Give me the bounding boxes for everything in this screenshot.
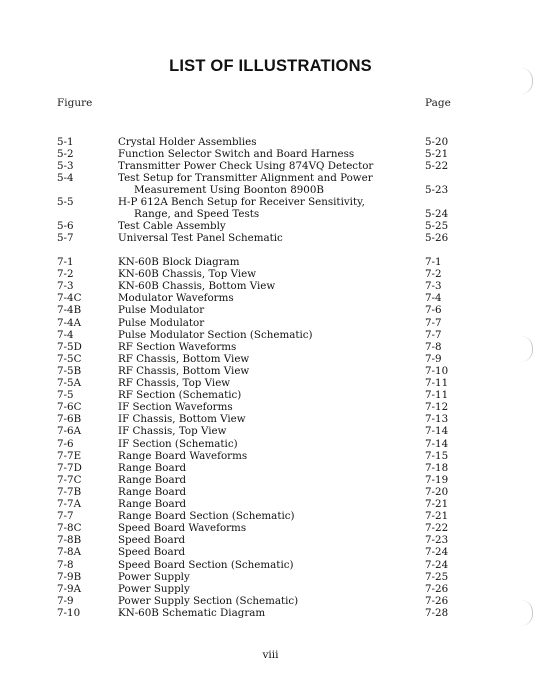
figure-entry [0, 329, 541, 341]
figure-number: 7-7 [57, 510, 74, 523]
figure-column-header: Figure [57, 97, 93, 109]
figure-page-number: 5-25 [425, 220, 449, 232]
figure-number: 7-2 [57, 268, 74, 281]
figure-title: Universal Test Panel Schematic [118, 232, 283, 244]
figure-page-number: 7-14 [425, 437, 449, 450]
page-number-footer: viii [262, 649, 279, 661]
figure-number: 5-7 [57, 232, 74, 244]
figure-entry [0, 607, 541, 619]
figure-page-number: 7-26 [425, 582, 449, 595]
figure-title: Test Setup for Transmitter Alignment and Power [118, 172, 373, 184]
figure-entry [0, 450, 541, 462]
figure-title: Transmitter Power Check Using 874VQ Detector [118, 160, 374, 172]
figure-title: KN-60B Chassis, Top View [118, 268, 257, 281]
figure-page-number: 7-10 [425, 364, 449, 377]
figure-number: 7-7A [57, 498, 82, 510]
figure-page-number: 7-12 [425, 401, 449, 414]
figure-page-number: 7-13 [425, 413, 449, 426]
figure-page-number: 5-21 [425, 148, 449, 160]
figure-entry [0, 571, 541, 583]
figure-entry [0, 256, 541, 268]
figure-title: Power Supply Section (Schematic) [118, 594, 299, 607]
figure-number: 5-1 [57, 136, 74, 148]
figure-number: 7-10 [57, 606, 81, 619]
figure-title: RF Section (Schematic) [118, 389, 242, 402]
figure-entry [0, 280, 541, 292]
figure-title: Test Cable Assembly [118, 220, 226, 232]
figure-number: 7-4 [57, 328, 74, 341]
figure-number: 7-7E [57, 449, 82, 462]
figure-title: Power Supply [118, 582, 190, 595]
figure-page-number: 5-23 [425, 184, 449, 196]
figure-page-number: 7-7 [425, 316, 442, 329]
figure-page-number: 5-22 [425, 160, 449, 172]
figure-page-number: 7-1 [425, 256, 442, 268]
figure-page-number: 7-20 [425, 485, 449, 498]
figure-page-number: 7-26 [425, 594, 449, 607]
figure-entry [0, 172, 541, 196]
figure-title: Pulse Modulator Section (Schematic) [118, 328, 313, 341]
figure-entry [0, 522, 541, 534]
figure-title-continuation: Measurement Using Boonton 8900B [134, 184, 324, 196]
figure-entry [0, 377, 541, 389]
figure-number: 7-5C [57, 352, 82, 365]
figure-number: 5-4 [57, 172, 74, 184]
figure-title: KN-60B Schematic Diagram [118, 606, 266, 619]
figure-title: IF Chassis, Top View [118, 425, 227, 438]
figure-title: Range Board [118, 473, 187, 486]
figure-number: 7-9B [57, 570, 82, 583]
figure-entry [0, 462, 541, 474]
figure-page-number: 5-26 [425, 232, 449, 244]
figure-title: RF Chassis, Bottom View [118, 352, 250, 365]
figure-number: 5-5 [57, 196, 74, 208]
figure-entry [0, 583, 541, 595]
figure-entry [0, 546, 541, 558]
figure-entry [0, 160, 541, 172]
figure-page-number: 7-9 [425, 352, 442, 365]
figure-entry [0, 510, 541, 522]
figure-number: 5-6 [57, 220, 74, 232]
figure-title: Speed Board Section (Schematic) [118, 558, 294, 571]
figure-entry [0, 353, 541, 365]
figure-title: Range Board [118, 498, 187, 510]
figure-number: 7-7D [57, 461, 82, 474]
figure-entry [0, 148, 541, 160]
figure-title: KN-60B Chassis, Bottom View [118, 280, 276, 293]
figure-title: IF Section Waveforms [118, 401, 233, 414]
figure-title: H-P 612A Bench Setup for Receiver Sensitivity, [118, 196, 365, 208]
figure-page-number: 7-24 [425, 546, 449, 559]
figure-entry [0, 486, 541, 498]
figure-number: 7-8 [57, 558, 74, 571]
figure-number: 7-1 [57, 256, 74, 268]
figure-title: Speed Board [118, 534, 186, 547]
figure-number: 7-8A [57, 546, 82, 559]
figure-number: 7-7C [57, 473, 82, 486]
figure-number: 7-5A [57, 377, 82, 389]
figure-entry [0, 268, 541, 280]
figure-entry [0, 595, 541, 607]
figure-number: 7-5B [57, 364, 82, 377]
figure-title: Modulator Waveforms [118, 292, 234, 305]
figure-page-number: 7-22 [425, 522, 449, 535]
figure-entry [0, 413, 541, 425]
figure-page-number: 7-15 [425, 449, 449, 462]
figure-number: 7-8C [57, 522, 82, 535]
figure-title: RF Chassis, Top View [118, 377, 231, 389]
figure-page-number: 7-8 [425, 340, 442, 353]
figure-number: 5-2 [57, 148, 74, 160]
figure-title: Range Board [118, 485, 187, 498]
figure-entry [0, 389, 541, 401]
figure-page-number: 7-11 [425, 377, 449, 389]
figure-title: Power Supply [118, 570, 190, 583]
figure-number: 7-9 [57, 594, 74, 607]
figure-entry [0, 438, 541, 450]
figure-page-number: 7-2 [425, 268, 442, 281]
figure-page-number: 7-11 [425, 389, 449, 402]
figure-number: 7-8B [57, 534, 82, 547]
figure-number: 7-9A [57, 582, 82, 595]
page-title: LIST OF ILLUSTRATIONS [169, 57, 372, 75]
figure-title: Range Board Waveforms [118, 449, 248, 462]
figure-entry [0, 365, 541, 377]
figure-number: 7-6C [57, 401, 82, 414]
figure-entry [0, 425, 541, 437]
figure-number: 7-6 [57, 437, 74, 450]
figure-number: 7-7B [57, 485, 82, 498]
figure-page-number: 7-21 [425, 498, 449, 510]
figure-number: 7-4A [57, 316, 82, 329]
figure-entry [0, 232, 541, 244]
figure-page-number: 7-6 [425, 304, 442, 317]
figure-entry [0, 317, 541, 329]
figure-page-number: 5-20 [425, 136, 449, 148]
figure-title: KN-60B Block Diagram [118, 256, 240, 268]
figure-title: Function Selector Switch and Board Harness [118, 148, 355, 160]
figure-number: 7-5 [57, 389, 74, 402]
figure-title-continuation: Range, and Speed Tests [134, 208, 260, 220]
figure-entry [0, 498, 541, 510]
figure-title: IF Chassis, Bottom View [118, 413, 246, 426]
figure-page-number: 7-25 [425, 570, 449, 583]
figure-page-number: 7-3 [425, 280, 442, 293]
figure-number: 7-5D [57, 340, 82, 353]
figure-page-number: 7-19 [425, 473, 449, 486]
figure-number: 7-6B [57, 413, 82, 426]
figure-page-number: 7-21 [425, 510, 449, 523]
figure-entry [0, 534, 541, 546]
figure-title: RF Chassis, Bottom View [118, 364, 250, 377]
figure-entry [0, 220, 541, 232]
figure-number: 7-4C [57, 292, 82, 305]
figure-page-number: 7-18 [425, 461, 449, 474]
figure-page-number: 7-24 [425, 558, 449, 571]
figure-number: 7-4B [57, 304, 82, 317]
figure-title: RF Section Waveforms [118, 340, 237, 353]
figure-entry [0, 559, 541, 571]
figure-title: Range Board Section (Schematic) [118, 510, 295, 523]
page-column-header: Page [425, 97, 451, 109]
figure-page-number: 5-24 [425, 208, 449, 220]
figure-page-number: 7-4 [425, 292, 442, 305]
figure-entry [0, 341, 541, 353]
figure-entry [0, 474, 541, 486]
figure-title: Speed Board Waveforms [118, 522, 247, 535]
figure-entry [0, 196, 541, 220]
figure-title: Crystal Holder Assemblies [118, 136, 257, 148]
figure-page-number: 7-28 [425, 606, 449, 619]
figure-page-number: 7-7 [425, 328, 442, 341]
figure-number: 7-3 [57, 280, 74, 293]
figure-page-number: 7-14 [425, 425, 449, 438]
figure-page-number: 7-23 [425, 534, 449, 547]
figure-entry [0, 304, 541, 316]
figure-number: 7-6A [57, 425, 82, 438]
figure-number: 5-3 [57, 160, 74, 172]
figure-title: IF Section (Schematic) [118, 437, 238, 450]
figure-title: Pulse Modulator [118, 316, 205, 329]
figure-title: Pulse Modulator [118, 304, 205, 317]
figure-entry [0, 292, 541, 304]
figure-entry [0, 401, 541, 413]
figure-title: Range Board [118, 461, 187, 474]
figure-entry [0, 136, 541, 148]
figure-title: Speed Board [118, 546, 186, 559]
